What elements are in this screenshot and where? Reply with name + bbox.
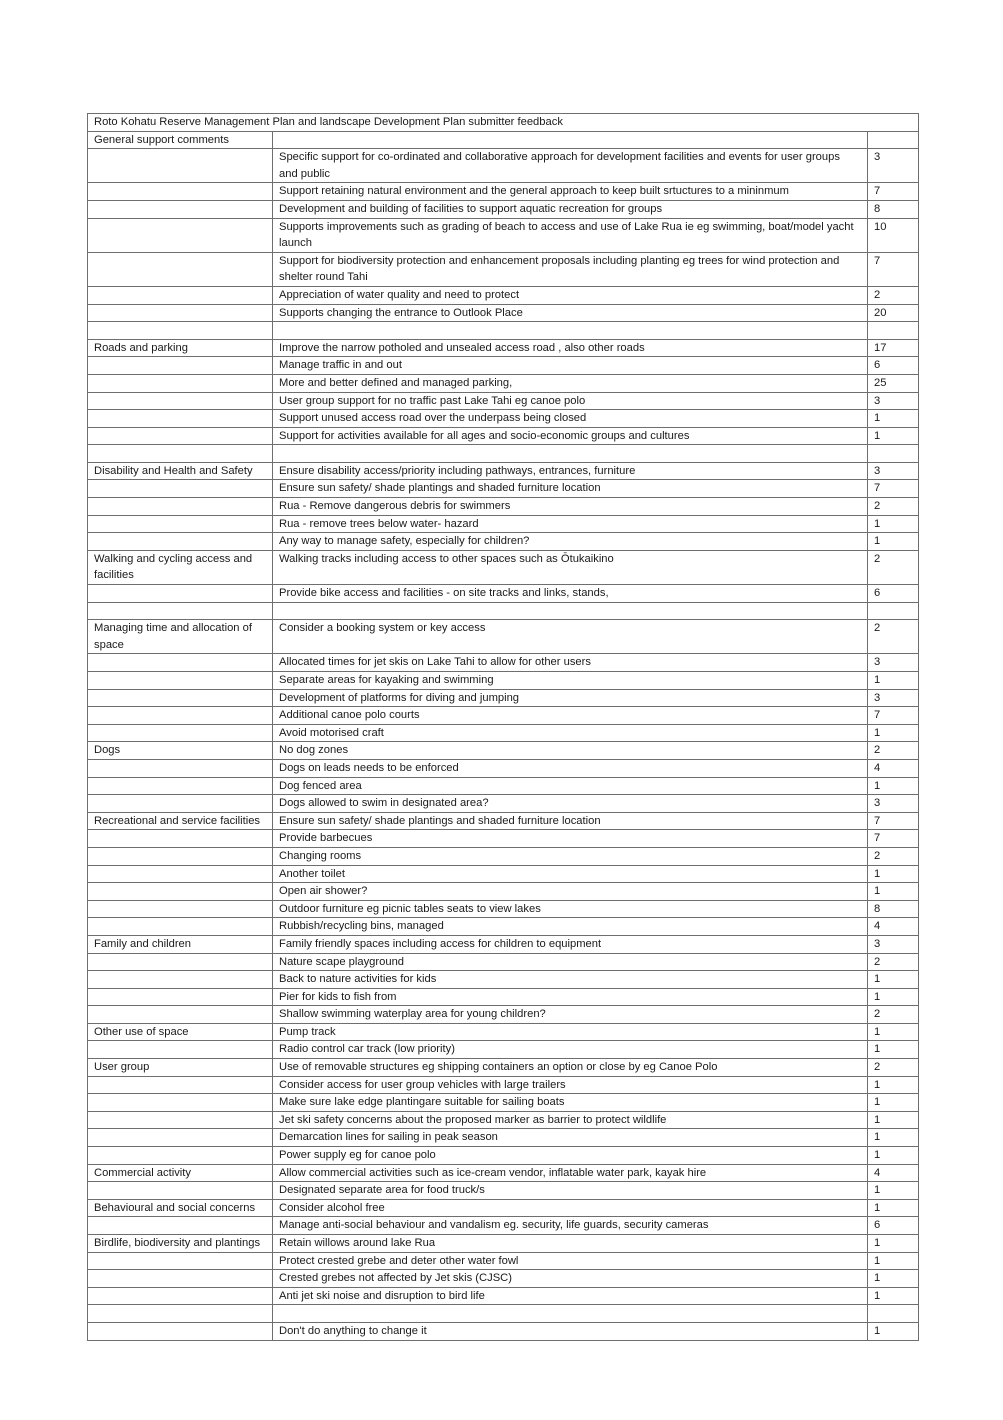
table-row	[88, 498, 919, 516]
category-cell	[88, 602, 273, 620]
comment-cell: Provide barbecues	[273, 830, 868, 848]
count-cell	[868, 131, 919, 149]
count-cell: 7	[868, 252, 919, 286]
count-cell: 1	[868, 971, 919, 989]
category-cell	[88, 374, 273, 392]
category-cell	[88, 918, 273, 936]
table-row	[88, 1006, 919, 1024]
category-cell: Family and children	[88, 935, 273, 953]
category-cell	[88, 865, 273, 883]
comment-cell: Supports improvements such as grading of beach to access and use of Lake Rua ie eg swimming, boat/model yacht launch	[273, 218, 868, 252]
table-row	[88, 1305, 919, 1323]
table-row	[88, 777, 919, 795]
comment-cell: Improve the narrow potholed and unsealed access road , also other roads	[273, 339, 868, 357]
count-cell: 3	[868, 689, 919, 707]
category-cell	[88, 585, 273, 603]
count-cell: 1	[868, 1129, 919, 1147]
count-cell: 1	[868, 1252, 919, 1270]
table-row	[88, 1094, 919, 1112]
table-row	[88, 1322, 919, 1340]
table-row	[88, 953, 919, 971]
count-cell: 17	[868, 339, 919, 357]
table-row	[88, 585, 919, 603]
comment-cell: Anti jet ski noise and disruption to bird life	[273, 1287, 868, 1305]
count-cell: 1	[868, 1076, 919, 1094]
table-row	[88, 462, 919, 480]
comment-cell: Supports changing the entrance to Outlook Place	[273, 304, 868, 322]
category-cell	[88, 183, 273, 201]
table-row	[88, 971, 919, 989]
table-row	[88, 410, 919, 428]
count-cell: 1	[868, 410, 919, 428]
table-row	[88, 322, 919, 340]
comment-cell: Back to nature activities for kids	[273, 971, 868, 989]
comment-cell: Development of platforms for diving and jumping	[273, 689, 868, 707]
count-cell: 1	[868, 1235, 919, 1253]
category-cell	[88, 689, 273, 707]
category-cell	[88, 654, 273, 672]
count-cell: 2	[868, 1059, 919, 1077]
comment-cell: Demarcation lines for sailing in peak season	[273, 1129, 868, 1147]
count-cell: 2	[868, 550, 919, 584]
category-cell	[88, 1217, 273, 1235]
count-cell: 2	[868, 1006, 919, 1024]
count-cell: 25	[868, 374, 919, 392]
comment-cell	[273, 322, 868, 340]
count-cell: 2	[868, 742, 919, 760]
category-cell	[88, 1041, 273, 1059]
table-row	[88, 620, 919, 654]
table-row	[88, 339, 919, 357]
category-cell	[88, 498, 273, 516]
comment-cell: Allow commercial activities such as ice-cream vendor, inflatable water park, kayak hire	[273, 1164, 868, 1182]
count-cell: 1	[868, 1023, 919, 1041]
count-cell: 2	[868, 286, 919, 304]
category-cell	[88, 1111, 273, 1129]
comment-cell: Consider a booking system or key access	[273, 620, 868, 654]
comment-cell: Ensure sun safety/ shade plantings and shaded furniture location	[273, 480, 868, 498]
count-cell: 1	[868, 427, 919, 445]
category-cell	[88, 971, 273, 989]
count-cell: 1	[868, 1041, 919, 1059]
category-cell	[88, 1129, 273, 1147]
count-cell: 6	[868, 1217, 919, 1235]
category-cell: Managing time and allocation of space	[88, 620, 273, 654]
category-cell: Walking and cycling access and facilities	[88, 550, 273, 584]
comment-cell: Manage traffic in and out	[273, 357, 868, 375]
count-cell: 7	[868, 480, 919, 498]
table-row	[88, 759, 919, 777]
count-cell: 4	[868, 1164, 919, 1182]
count-cell: 1	[868, 1270, 919, 1288]
count-cell: 1	[868, 988, 919, 1006]
table-row	[88, 533, 919, 551]
table-row	[88, 445, 919, 463]
table-row	[88, 131, 919, 149]
category-cell	[88, 149, 273, 183]
table-row	[88, 1023, 919, 1041]
comment-cell: Rua - remove trees below water- hazard	[273, 515, 868, 533]
count-cell: 2	[868, 498, 919, 516]
count-cell: 3	[868, 462, 919, 480]
table-row	[88, 1164, 919, 1182]
category-cell: Disability and Health and Safety	[88, 462, 273, 480]
count-cell: 1	[868, 1287, 919, 1305]
count-cell: 3	[868, 149, 919, 183]
table-row	[88, 1076, 919, 1094]
comment-cell: Walking tracks including access to other spaces such as Ōtukaikino	[273, 550, 868, 584]
category-cell	[88, 533, 273, 551]
comment-cell: Don't do anything to change it	[273, 1322, 868, 1340]
comment-cell: Use of removable structures eg shipping containers an option or close by eg Canoe Polo	[273, 1059, 868, 1077]
table-row	[88, 1041, 919, 1059]
table-row	[88, 515, 919, 533]
comment-cell: Pump track	[273, 1023, 868, 1041]
count-cell: 1	[868, 1322, 919, 1340]
count-cell: 1	[868, 883, 919, 901]
category-cell	[88, 830, 273, 848]
table-row	[88, 1235, 919, 1253]
table-row	[88, 672, 919, 690]
table-row	[88, 252, 919, 286]
category-cell: Behavioural and social concerns	[88, 1199, 273, 1217]
table-row	[88, 689, 919, 707]
category-cell	[88, 795, 273, 813]
count-cell	[868, 1305, 919, 1323]
comment-cell: User group support for no traffic past Lake Tahi eg canoe polo	[273, 392, 868, 410]
comment-cell: Another toilet	[273, 865, 868, 883]
comment-cell: Manage anti-social behaviour and vandalism eg. security, life guards, security cameras	[273, 1217, 868, 1235]
table-row	[88, 1199, 919, 1217]
category-cell: Recreational and service facilities	[88, 812, 273, 830]
table-row	[88, 847, 919, 865]
table-row	[88, 707, 919, 725]
count-cell: 10	[868, 218, 919, 252]
table-row	[88, 1182, 919, 1200]
count-cell: 4	[868, 759, 919, 777]
table-row	[88, 900, 919, 918]
comment-cell: Dog fenced area	[273, 777, 868, 795]
count-cell: 2	[868, 620, 919, 654]
comment-cell: Allocated times for jet skis on Lake Tahi to allow for other users	[273, 654, 868, 672]
count-cell: 3	[868, 392, 919, 410]
table-row	[88, 200, 919, 218]
comment-cell: Support for activities available for all ages and socio-economic groups and cultures	[273, 427, 868, 445]
comment-cell: Avoid motorised craft	[273, 724, 868, 742]
count-cell: 1	[868, 1094, 919, 1112]
category-cell	[88, 218, 273, 252]
comment-cell: Support retaining natural environment and the general approach to keep built srtuctures to a mininmum	[273, 183, 868, 201]
count-cell: 3	[868, 935, 919, 953]
category-cell	[88, 322, 273, 340]
category-cell	[88, 1006, 273, 1024]
category-cell: User group	[88, 1059, 273, 1077]
category-cell	[88, 1322, 273, 1340]
table-row	[88, 812, 919, 830]
table-row	[88, 374, 919, 392]
comment-cell: Consider access for user group vehicles with large trailers	[273, 1076, 868, 1094]
category-cell: Birdlife, biodiversity and plantings	[88, 1235, 273, 1253]
table-row	[88, 742, 919, 760]
count-cell	[868, 602, 919, 620]
count-cell: 2	[868, 847, 919, 865]
table-row	[88, 304, 919, 322]
table-row	[88, 480, 919, 498]
category-cell	[88, 707, 273, 725]
table-row	[88, 218, 919, 252]
feedback-table-body	[88, 114, 919, 1341]
category-cell	[88, 724, 273, 742]
table-row	[88, 654, 919, 672]
comment-cell: Ensure disability access/priority including pathways, entrances, furniture	[273, 462, 868, 480]
category-cell	[88, 445, 273, 463]
category-cell	[88, 883, 273, 901]
comment-cell: Any way to manage safety, especially for children?	[273, 533, 868, 551]
count-cell: 7	[868, 812, 919, 830]
table-row	[88, 724, 919, 742]
count-cell: 8	[868, 200, 919, 218]
category-cell	[88, 777, 273, 795]
count-cell: 2	[868, 953, 919, 971]
comment-cell: Additional canoe polo courts	[273, 707, 868, 725]
comment-cell: Support unused access road over the underpass being closed	[273, 410, 868, 428]
comment-cell: Power supply eg for canoe polo	[273, 1147, 868, 1165]
category-cell	[88, 953, 273, 971]
table-row	[88, 935, 919, 953]
comment-cell	[273, 131, 868, 149]
category-cell	[88, 1305, 273, 1323]
table-row	[88, 1270, 919, 1288]
count-cell: 1	[868, 515, 919, 533]
category-cell	[88, 1270, 273, 1288]
table-row	[88, 1111, 919, 1129]
count-cell: 1	[868, 1147, 919, 1165]
table-row	[88, 865, 919, 883]
table-row	[88, 988, 919, 1006]
comment-cell: Protect crested grebe and deter other water fowl	[273, 1252, 868, 1270]
comment-cell: Family friendly spaces including access for children to equipment	[273, 935, 868, 953]
table-row	[88, 149, 919, 183]
count-cell: 1	[868, 865, 919, 883]
comment-cell: More and better defined and managed parking,	[273, 374, 868, 392]
count-cell: 6	[868, 585, 919, 603]
count-cell: 1	[868, 533, 919, 551]
table-row	[88, 1147, 919, 1165]
category-cell	[88, 357, 273, 375]
category-cell	[88, 410, 273, 428]
category-cell	[88, 480, 273, 498]
category-cell	[88, 1076, 273, 1094]
category-cell	[88, 1287, 273, 1305]
count-cell: 1	[868, 672, 919, 690]
table-row	[88, 883, 919, 901]
table-row	[88, 357, 919, 375]
comment-cell: Specific support for co-ordinated and collaborative approach for development facilities and events for user groups and public	[273, 149, 868, 183]
comment-cell: Rubbish/recycling bins, managed	[273, 918, 868, 936]
comment-cell: Development and building of facilities to support aquatic recreation for groups	[273, 200, 868, 218]
count-cell: 20	[868, 304, 919, 322]
table-row	[88, 918, 919, 936]
count-cell: 1	[868, 777, 919, 795]
count-cell: 1	[868, 1199, 919, 1217]
category-cell: General support comments	[88, 131, 273, 149]
comment-cell: Retain willows around lake Rua	[273, 1235, 868, 1253]
category-cell: Roads and parking	[88, 339, 273, 357]
table-row	[88, 183, 919, 201]
table-row	[88, 1059, 919, 1077]
comment-cell: Changing rooms	[273, 847, 868, 865]
category-cell	[88, 200, 273, 218]
category-cell	[88, 759, 273, 777]
count-cell: 7	[868, 183, 919, 201]
category-cell	[88, 1252, 273, 1270]
count-cell: 3	[868, 654, 919, 672]
comment-cell	[273, 1305, 868, 1323]
table-row	[88, 830, 919, 848]
table-row	[88, 392, 919, 410]
count-cell: 6	[868, 357, 919, 375]
category-cell: Commercial activity	[88, 1164, 273, 1182]
count-cell: 1	[868, 1182, 919, 1200]
comment-cell: Dogs on leads needs to be enforced	[273, 759, 868, 777]
table-row	[88, 1287, 919, 1305]
count-cell	[868, 322, 919, 340]
comment-cell	[273, 445, 868, 463]
count-cell	[868, 445, 919, 463]
comment-cell: Pier for kids to fish from	[273, 988, 868, 1006]
comment-cell	[273, 602, 868, 620]
count-cell: 4	[868, 918, 919, 936]
table-row	[88, 1129, 919, 1147]
category-cell	[88, 286, 273, 304]
table-title: Roto Kohatu Reserve Management Plan and landscape Development Plan submitter feedback	[88, 114, 919, 132]
category-cell	[88, 1182, 273, 1200]
comment-cell: No dog zones	[273, 742, 868, 760]
comment-cell: Outdoor furniture eg picnic tables seats to view lakes	[273, 900, 868, 918]
category-cell	[88, 1094, 273, 1112]
count-cell: 7	[868, 830, 919, 848]
title-row	[88, 114, 919, 132]
comment-cell: Shallow swimming waterplay area for young children?	[273, 1006, 868, 1024]
feedback-table	[87, 113, 919, 1341]
table-row	[88, 795, 919, 813]
category-cell	[88, 392, 273, 410]
count-cell: 1	[868, 724, 919, 742]
category-cell	[88, 252, 273, 286]
comment-cell: Crested grebes not affected by Jet skis (CJSC)	[273, 1270, 868, 1288]
count-cell: 8	[868, 900, 919, 918]
category-cell	[88, 900, 273, 918]
category-cell	[88, 847, 273, 865]
category-cell	[88, 515, 273, 533]
category-cell	[88, 672, 273, 690]
count-cell: 3	[868, 795, 919, 813]
comment-cell: Radio control car track (low priority)	[273, 1041, 868, 1059]
comment-cell: Consider alcohol free	[273, 1199, 868, 1217]
category-cell	[88, 304, 273, 322]
category-cell: Dogs	[88, 742, 273, 760]
comment-cell: Nature scape playground	[273, 953, 868, 971]
category-cell	[88, 1147, 273, 1165]
table-row	[88, 1252, 919, 1270]
count-cell: 7	[868, 707, 919, 725]
comment-cell: Jet ski safety concerns about the proposed marker as barrier to protect wildlife	[273, 1111, 868, 1129]
table-row	[88, 427, 919, 445]
table-row	[88, 550, 919, 584]
table-row	[88, 1217, 919, 1235]
comment-cell: Ensure sun safety/ shade plantings and shaded furniture location	[273, 812, 868, 830]
comment-cell: Separate areas for kayaking and swimming	[273, 672, 868, 690]
comment-cell: Appreciation of water quality and need to protect	[273, 286, 868, 304]
count-cell: 1	[868, 1111, 919, 1129]
table-row	[88, 286, 919, 304]
comment-cell: Rua - Remove dangerous debris for swimmers	[273, 498, 868, 516]
category-cell	[88, 988, 273, 1006]
comment-cell: Provide bike access and facilities - on site tracks and links, stands,	[273, 585, 868, 603]
category-cell	[88, 427, 273, 445]
comment-cell: Designated separate area for food truck/s	[273, 1182, 868, 1200]
table-row	[88, 602, 919, 620]
comment-cell: Make sure lake edge plantingare suitable for sailing boats	[273, 1094, 868, 1112]
comment-cell: Open air shower?	[273, 883, 868, 901]
comment-cell: Dogs allowed to swim in designated area?	[273, 795, 868, 813]
category-cell: Other use of space	[88, 1023, 273, 1041]
comment-cell: Support for biodiversity protection and enhancement proposals including planting eg trees for wind protection and shelter round Tahi	[273, 252, 868, 286]
feedback-sheet	[87, 113, 918, 1341]
